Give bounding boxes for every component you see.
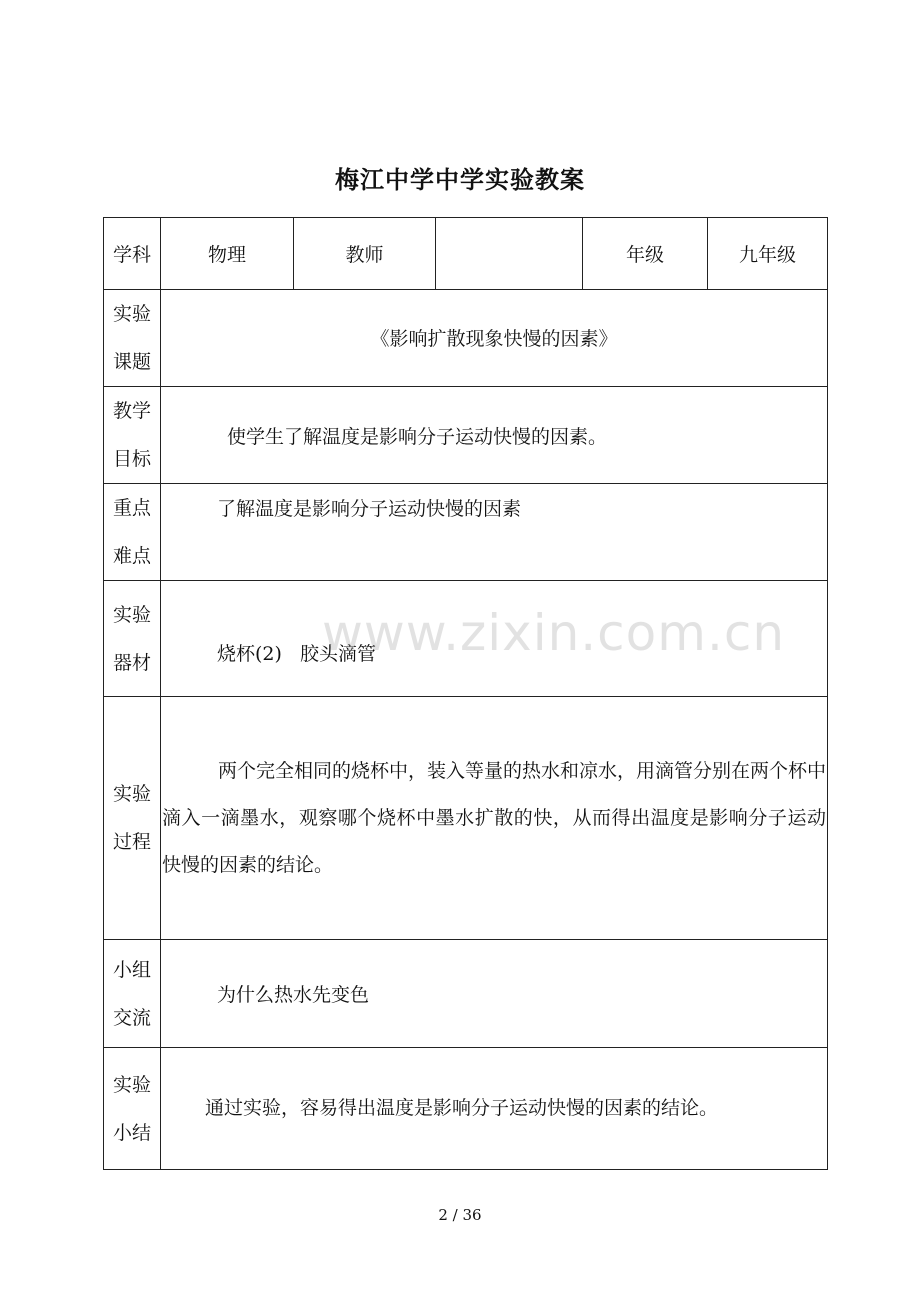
row-label: 实验 小结: [104, 1048, 161, 1170]
discussion-content: 为什么热水先变色: [161, 940, 828, 1048]
teacher-label: 教师: [294, 218, 436, 290]
keypoint-content: 了解温度是影响分子运动快慢的因素: [161, 484, 828, 581]
watermark: www.zixin.com.cn: [322, 604, 786, 662]
row-label: 实验 过程: [104, 697, 161, 940]
table-row: [104, 581, 828, 697]
table-row: [104, 290, 828, 387]
row-label: 实验 器材: [104, 581, 161, 697]
grade-label: 年级: [583, 218, 708, 290]
subject-label: 学科: [104, 218, 161, 290]
summary-content: 通过实验，容易得出温度是影响分子运动快慢的因素的结论。: [161, 1048, 828, 1170]
subject-value: 物理: [161, 218, 294, 290]
table-row: [104, 940, 828, 1048]
row-label: 教学 目标: [104, 387, 161, 484]
teacher-value: [436, 218, 583, 290]
table-row: [104, 484, 828, 581]
procedure-content: 两个完全相同的烧杯中，装入等量的热水和凉水，用滴管分别在两个杯中滴入一滴墨水，观察哪个烧杯中墨水扩散的快，从而得出温度是影响分子运动快慢的因素的结论。: [161, 697, 828, 940]
header-row: [104, 218, 828, 290]
row-label: 小组 交流: [104, 940, 161, 1048]
table-row: [104, 387, 828, 484]
table-row: [104, 697, 828, 940]
row-label: 重点 难点: [104, 484, 161, 581]
table-row: [104, 1048, 828, 1170]
grade-value: 九年级: [708, 218, 828, 290]
lesson-plan-table: [103, 217, 828, 1170]
objective-content: 使学生了解温度是影响分子运动快慢的因素。: [161, 387, 828, 484]
topic-content: 《影响扩散现象快慢的因素》: [161, 290, 828, 387]
page-number: 2 / 36: [438, 1206, 482, 1224]
row-label: 实验 课题: [104, 290, 161, 387]
document-title: 梅江中学中学实验教案: [335, 165, 585, 194]
equipment-content: 烧杯(2) 胶头滴管: [161, 581, 828, 697]
